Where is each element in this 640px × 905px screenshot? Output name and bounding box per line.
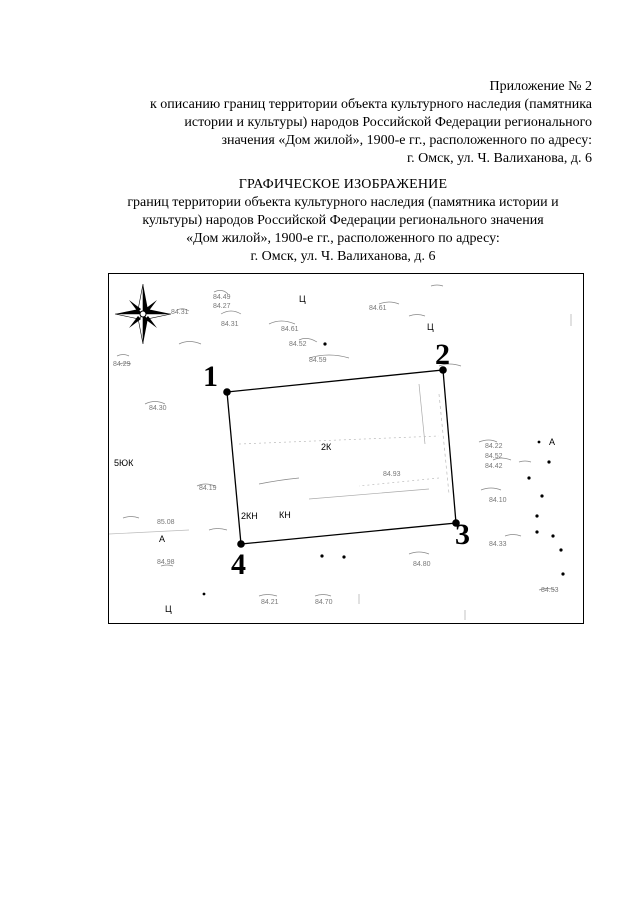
heading-line: культуры) народов Российской Федерации регионального значения [142,213,544,228]
vertex-1-label: 1 [203,360,218,393]
svg-text:84.61: 84.61 [281,326,299,333]
svg-text:84.42: 84.42 [485,463,503,470]
svg-text:84.33: 84.33 [489,541,507,548]
appendix-line: истории и культуры) народов Российской Федерации регионального [184,115,592,130]
zone-label-a-left: А [159,534,166,544]
compass-rose-icon [115,284,171,344]
svg-text:84.29: 84.29 [113,361,131,368]
svg-text:84.30: 84.30 [149,405,167,412]
heading-line: «Дом жилой», 1900-е гг., расположенного по адресу: [186,231,500,246]
vertex-1-point [223,388,231,396]
svg-text:84.61: 84.61 [369,305,387,312]
vertex-4-label: 4 [231,548,246,581]
zone-label-2k: 2К [321,442,332,452]
vertex-4-point [237,540,245,548]
heading-line: г. Омск, ул. Ч. Валиханова, д. 6 [250,249,436,264]
vertex-2-label: 2 [435,338,450,371]
document-heading [48,176,638,266]
vertex-3-label: 3 [455,518,470,551]
zone-label-c-top: Ц [299,294,306,304]
svg-text:84.10: 84.10 [489,497,507,504]
survey-dots [203,342,565,595]
territory-boundary [227,370,456,544]
heading-line: границ территории объекта культурного наследия (памятника истории и [127,195,559,210]
appendix-line: к описанию границ территории объекта культурного наследия (памятника [149,97,592,112]
svg-text:84.49: 84.49 [213,294,231,301]
map-drawing [109,274,584,624]
document-title: ГРАФИЧЕСКОЕ ИЗОБРАЖЕНИЕ [238,177,448,192]
zone-label-kn: КН [279,510,291,520]
svg-text:84.19: 84.19 [199,485,217,492]
svg-text:84.22: 84.22 [485,443,503,450]
zone-label-c-bottom: Ц [165,604,172,614]
svg-text:84.98: 84.98 [157,559,175,566]
svg-text:85.08: 85.08 [157,519,175,526]
svg-text:84.52: 84.52 [289,341,307,348]
boundary-map [108,273,584,624]
svg-text:84.21: 84.21 [261,599,279,606]
survey-elevation-marks [113,294,559,606]
zone-label-5yuk: 5ЮК [114,458,134,468]
svg-text:84.31: 84.31 [221,321,239,328]
appendix-line: г. Омск, ул. Ч. Валиханова, д. 6 [406,151,592,166]
svg-text:84.27: 84.27 [213,303,231,310]
appendix-header [92,78,592,168]
zone-label-2kn: 2КН [241,511,258,521]
svg-text:84.31: 84.31 [171,309,189,316]
svg-text:84.70: 84.70 [315,599,333,606]
svg-text:84.59: 84.59 [309,357,327,364]
svg-text:84.52: 84.52 [485,453,503,460]
svg-text:84.53: 84.53 [541,587,559,594]
zone-label-a-right: А [549,437,556,447]
svg-text:84.80: 84.80 [413,561,431,568]
svg-text:84.93: 84.93 [383,471,401,478]
appendix-line: значения «Дом жилой», 1900-е гг., расположенного по адресу: [221,133,592,148]
appendix-line: Приложение № 2 [489,79,592,94]
zone-label-c-top2: Ц [427,322,434,332]
